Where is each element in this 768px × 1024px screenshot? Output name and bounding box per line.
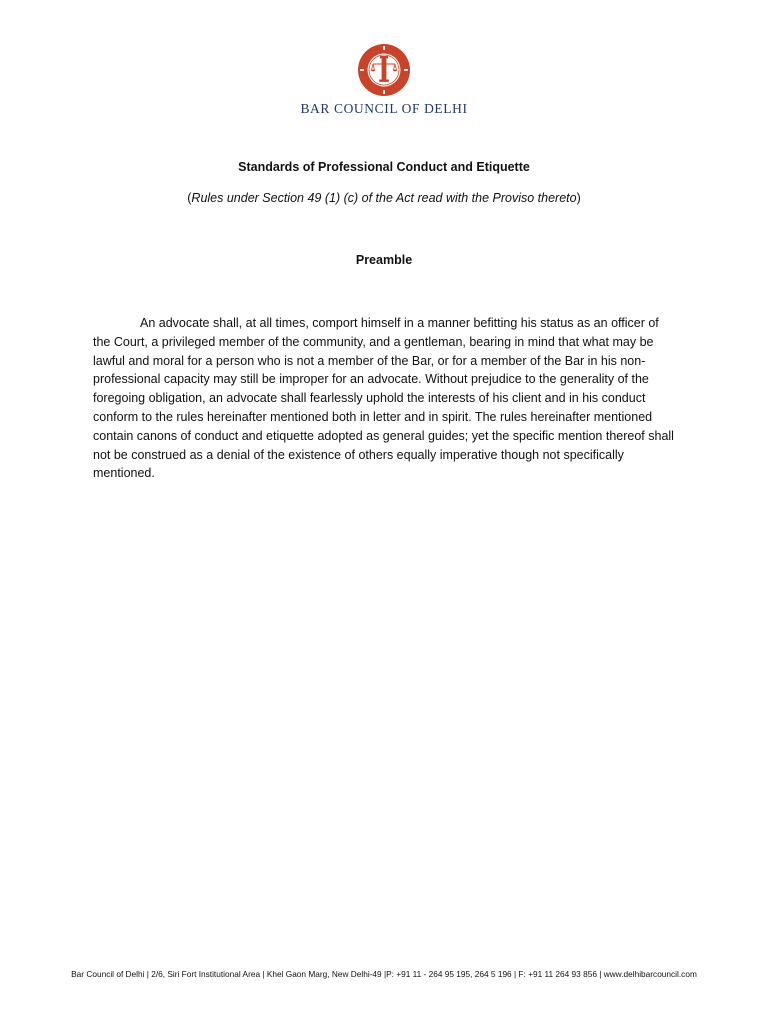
document-title: Standards of Professional Conduct and Etiquette (238, 160, 530, 174)
subtitle-open-paren: ( (187, 191, 192, 205)
section-heading-preamble: Preamble (355, 253, 413, 267)
subtitle-close-paren: ) (576, 191, 581, 205)
org-name: BAR COUNCIL OF DELHI (300, 101, 468, 116)
preamble-paragraph: An advocate shall, at all times, comport himself in a manner befitting his status as an officer of the Court, a privileged member of the community, and a gentleman, bearing in mind that what may be lawful and moral for a person who is not a member of the Bar, or for a member of the Bar in his non-professional capacity may still be improper for an advocate. Without prejudice to the generality of the foregoing obligation, an advocate shall fearlessly uphold the interests of his client and in his conduct conform to the rules hereinafter mentioned both in letter and in spirit. The rules hereinafter mentioned contain canons of conduct and etiquette adopted as general guides; yet the specific mention thereof shall not be construed as a denial of the existence of others equally imperative though not specifically mentioned. (93, 316, 674, 481)
document-subtitle (0, 191, 768, 205)
page-footer: Bar Council of Delhi | 2/6, Siri Fort Institutional Area | Khel Gaon Marg, New Delhi-49 |P: +91 11 - 264 95 195, 264 5 196 | F: +91 11 264 93 856 | www.delhibarcouncil.com (71, 969, 697, 979)
subtitle-text: Rules under Section 49 (1) (c) of the Act read with the Proviso thereto (191, 191, 577, 205)
bar-council-seal-icon (356, 42, 412, 98)
letterhead (0, 42, 768, 117)
